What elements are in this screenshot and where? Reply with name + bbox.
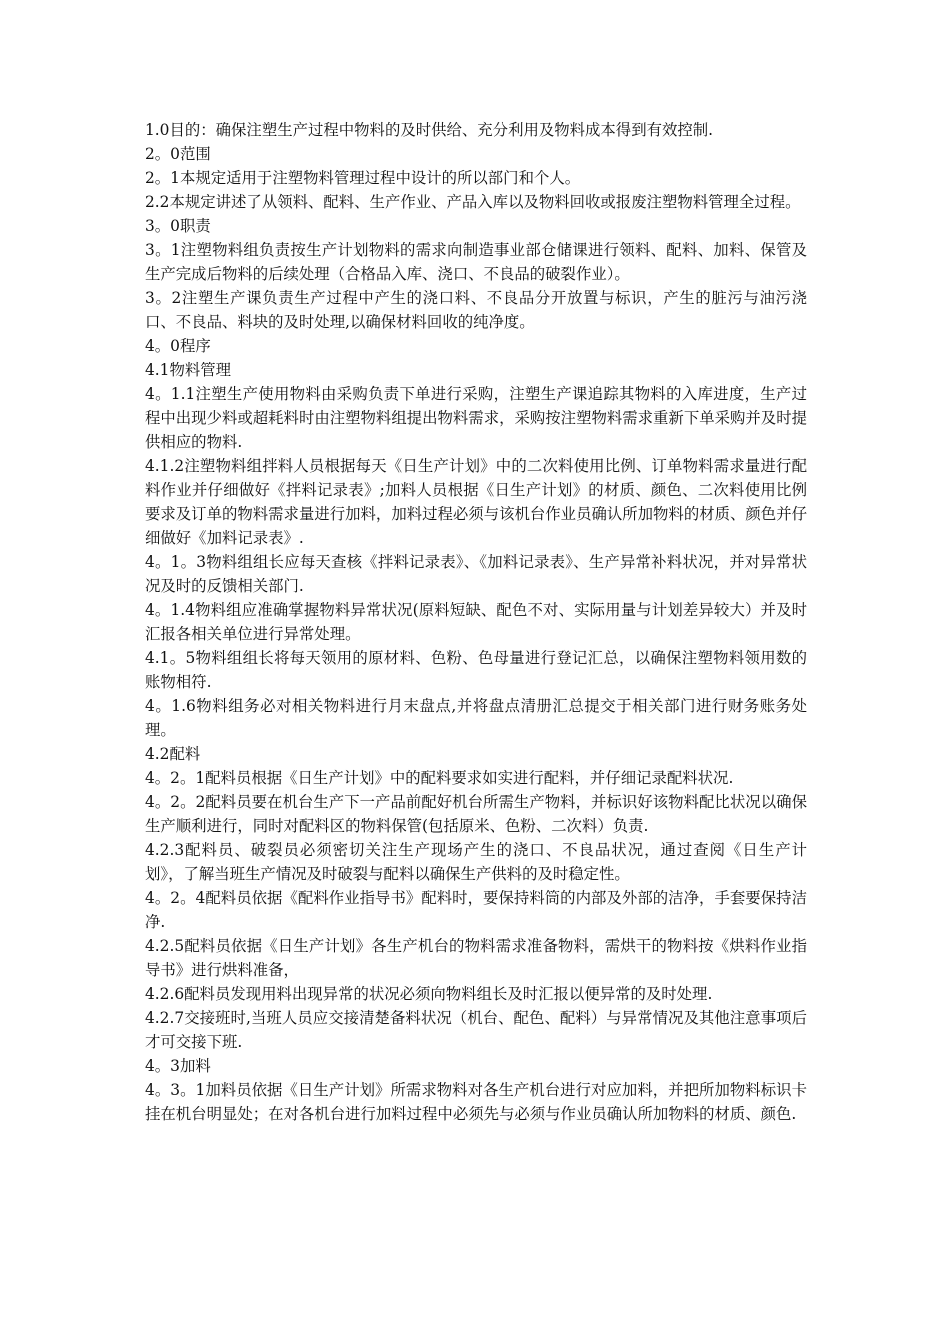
batching-heading: 4.2配料 [145,745,201,763]
paragraph-4-3-1: 4。3。1加料员依据《日生产计划》所需求物料对各生产机台进行对应加料，并把所加物料标识卡挂在机台明显处；在对各机台进行加料过程中必须先与必须与作业员确认所加物料的材质、颜色. [145,1081,807,1123]
feeding-heading: 4。3加料 [145,1057,211,1075]
scope-paragraph-2-1: 2。1本规定适用于注塑物料管理过程中设计的所以部门和个人。 [145,169,581,187]
paragraph-4-1-6: 4。1.6物料组务必对相关物料进行月末盘点,并将盘点清册汇总提交于相关部门进行财务账务处理。 [145,697,807,739]
responsibility-paragraph-3-2: 3。2注塑生产课负责生产过程中产生的浇口料、不良品分开放置与标识，产生的脏污与油污浇口、不良品、料块的及时处理,以确保材料回收的纯净度。 [145,289,807,331]
paragraph-4-2-5: 4.2.5配料员依据《日生产计划》各生产机台的物料需求准备物料，需烘干的物料按《烘料作业指导书》进行烘料准备， [145,937,807,979]
paragraph-4-2-6: 4.2.6配料员发现用料出现异常的状况必须向物料组长及时汇报以便异常的及时处理. [145,985,713,1003]
document-body [145,118,807,1126]
paragraph-4-1-3: 4。1。3物料组组长应每天查核《拌料记录表》、《加料记录表》、生产异常补料状况，并对异常状况及时的反馈相关部门. [145,553,807,595]
paragraph-4-2-3: 4.2.3配料员、破裂员必须密切关注生产现场产生的浇口、不良品状况，通过查阅《日生产计划》，了解当班生产情况及时破裂与配料以确保生产供料的及时稳定性。 [145,841,807,883]
paragraph-4-2-4: 4。2。4配料员依据《配料作业指导书》配料时，要保持料筒的内部及外部的洁净，手套要保持洁净. [145,889,807,931]
procedure-heading: 4。0程序 [145,337,211,355]
responsibility-heading: 3。0职责 [145,217,211,235]
scope-heading: 2。0范围 [145,145,211,163]
scope-paragraph-2-2: 2.2本规定讲述了从领料、配料、生产作业、产品入库以及物料回收或报废注塑物料管理全过程。 [145,193,801,211]
purpose-paragraph: 1.0目的：确保注塑生产过程中物料的及时供给、充分利用及物料成本得到有效控制. [145,121,714,139]
paragraph-4-2-2: 4。2。2配料员要在机台生产下一产品前配好机台所需生产物料，并标识好该物料配比状况以确保生产顺利进行，同时对配料区的物料保管(包括原米、色粉、二次料）负责. [145,793,807,835]
paragraph-4-1-4: 4。1.4物料组应准确掌握物料异常状况(原料短缺、配色不对、实际用量与计划差异较大）并及时汇报各相关单位进行异常处理。 [145,601,807,643]
paragraph-4-2-7: 4.2.7交接班时,当班人员应交接清楚备料状况（机台、配色、配料）与异常情况及其他注意事项后才可交接下班. [145,1009,807,1051]
paragraph-4-1-1: 4。1.1注塑生产使用物料由采购负责下单进行采购，注塑生产课追踪其物料的入库进度，生产过程中出现少料或超耗料时由注塑物料组提出物料需求，采购按注塑物料需求重新下单采购并及时提供相应的物料. [145,385,807,451]
paragraph-4-2-1: 4。2。1配料员根据《日生产计划》中的配料要求如实进行配料，并仔细记录配料状况. [145,769,734,787]
responsibility-paragraph-3-1: 3。1注塑物料组负责按生产计划物料的需求向制造事业部仓储课进行领料、配料、加料、保管及生产完成后物料的后续处理（合格品入库、浇口、不良品的破裂作业）。 [145,241,807,283]
paragraph-4-1-5: 4.1。5物料组组长将每天领用的原材料、色粉、色母量进行登记汇总，以确保注塑物料领用数的账物相符. [145,649,807,691]
material-management-heading: 4.1物料管理 [145,361,232,379]
paragraph-4-1-2: 4.1.2注塑物料组拌料人员根据每天《日生产计划》中的二次料使用比例、订单物料需求量进行配料作业并仔细做好《拌料记录表》;加料人员根据《日生产计划》的材质、颜色、二次料使用比例要求及订单的物料需求量进行加料，加料过程必须与该机台作业员确认所加物料的材质、颜色并仔细做好《加料记录表》. [145,457,807,547]
